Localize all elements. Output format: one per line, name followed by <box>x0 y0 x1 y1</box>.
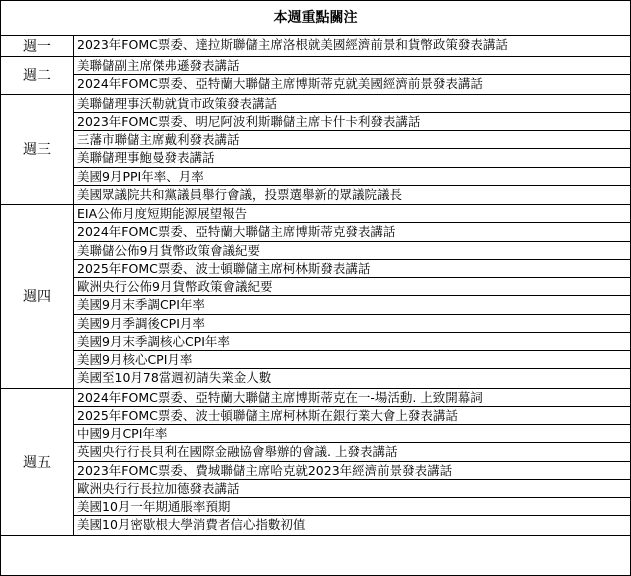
event-item: 2023年FOMC票委、達拉斯聯儲主席洛根就美國經濟前景和貨幣政策發表講話 <box>77 37 508 52</box>
event-item: 美聯儲理事沃勒就貨市政策發表講話 <box>74 95 630 113</box>
day-label: 週四 <box>1 205 74 388</box>
event-item: 2025年FOMC票委、波士頓聯儲主席柯林斯在銀行業大會上發表講話 <box>74 407 630 425</box>
day-label: 週二 <box>1 57 74 94</box>
event-list <box>74 389 630 535</box>
event-list <box>74 57 630 94</box>
event-list <box>74 95 630 205</box>
event-item: 美國9月末季調核心CPI年率 <box>74 333 630 351</box>
event-item: 美國9月核心CPI月率 <box>74 351 630 369</box>
event-item: 美聯儲理事鮑曼發表講話 <box>74 149 630 167</box>
event-item: 2024年FOMC票委、亞特蘭大聯儲主席博斯蒂克發表講話 <box>74 223 630 241</box>
event-item: 美國眾議院共和黨議員舉行會議，投票選舉新的眾議院議長 <box>77 186 403 202</box>
day-label: 週三 <box>1 95 74 205</box>
day-group <box>1 36 630 57</box>
event-item: 2024年FOMC票委、亞特蘭大聯儲主席博斯蒂克在一-場活動. 上致開幕詞 <box>74 389 630 407</box>
event-item: 三藩市聯儲主席戴利發表講話 <box>74 131 630 149</box>
day-group <box>1 205 630 389</box>
table-title: 本週重點關注 <box>1 1 630 36</box>
day-group <box>1 57 630 95</box>
event-item: 美國9月PPI年率、月率 <box>74 168 630 186</box>
event-item: 美聯儲副主席傑弗遜發表講話 <box>74 57 630 75</box>
event-item: 美國9月季調後CPI月率 <box>74 315 630 333</box>
event-item: 美國9月末季調CPI年率 <box>74 296 630 314</box>
day-group <box>1 389 630 536</box>
day-label: 週五 <box>1 389 74 535</box>
event-item: 2025年FOMC票委、波士頓聯儲主席柯林斯發表講話 <box>74 260 630 278</box>
event-item: 英國央行行長貝利在國際金融協會舉辦的會議. 上發表講話 <box>74 443 630 461</box>
event-item: EIA公佈月度短期能源展望報告 <box>74 205 630 223</box>
event-list <box>74 205 630 388</box>
event-item: 2023年FOMC票委、明尼阿波利斯聯儲主席卡什卡利發表講話 <box>74 113 630 131</box>
event-list <box>74 36 630 56</box>
event-item: 美國至10月78當週初請失業金人數 <box>77 370 272 386</box>
event-item: 歐洲央行行長拉加德發表講話 <box>74 480 630 498</box>
event-item: 2024年FOMC票委、亞特蘭大聯儲主席博斯蒂克就美國經濟前景發表講話 <box>77 76 483 92</box>
day-label: 週一 <box>1 36 74 56</box>
event-item: 美國10月密歇根大學消費者信心指數初值 <box>77 517 306 533</box>
day-group <box>1 95 630 206</box>
event-item: 2023年FOMC票委、費城聯儲主席哈克就2023年經濟前景發表講話 <box>74 462 630 480</box>
event-item: 中國9月CPI年率 <box>74 425 630 443</box>
table-body <box>1 36 630 536</box>
event-item: 美國10月一年期通脹率預期 <box>74 498 630 516</box>
event-item: 歐洲央行公佈9月貨幣政策會議紀要 <box>74 278 630 296</box>
event-item: 美聯儲公佈9月貨幣政策會議紀要 <box>74 242 630 260</box>
